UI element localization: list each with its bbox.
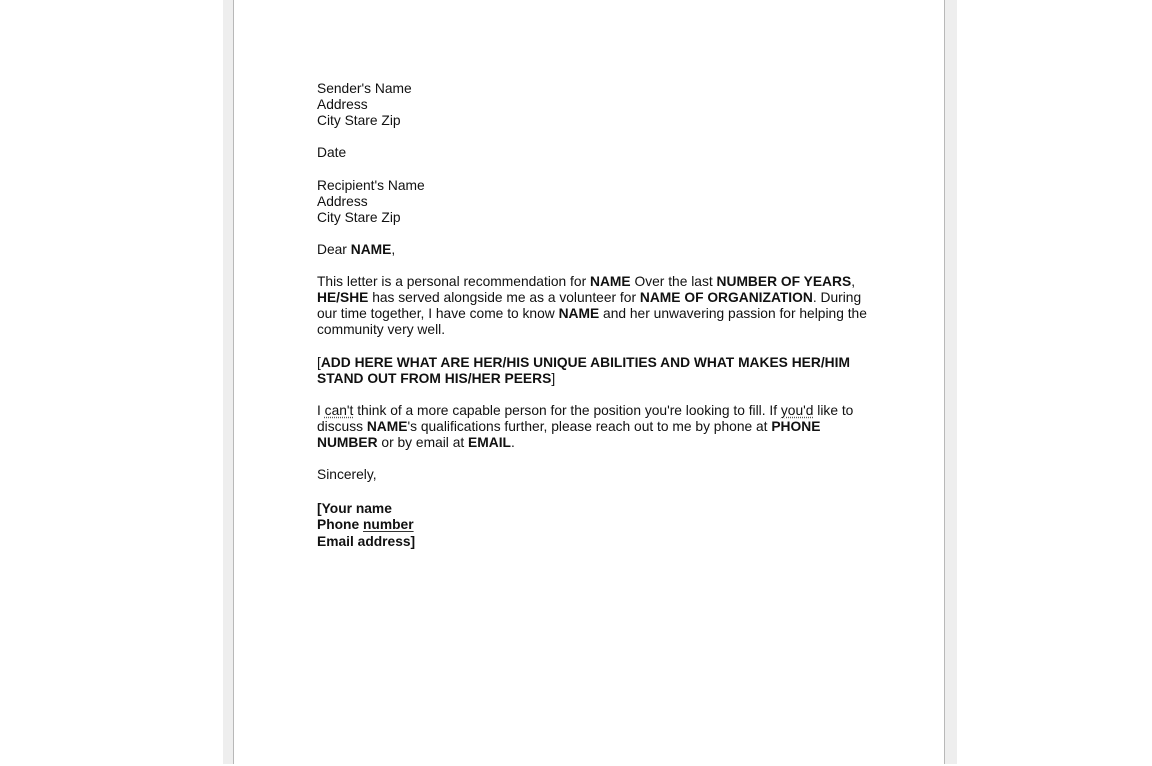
recipient-city-state-zip: City Stare Zip [317,209,401,225]
p1-text-6: and her unwavering passion for helping the community very well. [317,306,867,338]
p1-name-placeholder-2: NAME [558,306,600,322]
p3-text-5: or by email at [377,435,469,451]
p1-text-5: . During our time together, I have come to know [317,290,862,322]
p1-text-2: Over the last [630,274,717,290]
signature-email: Email address] [317,533,416,549]
sender-block [317,81,869,129]
p2-close-bracket: ] [551,370,556,386]
p3-name-placeholder: NAME [366,418,408,434]
sender-address: Address [317,97,368,113]
p3-phone-placeholder: PHONE NUMBER [317,418,821,451]
signature-name: [Your name [317,501,392,517]
p3-email-placeholder: EMAIL [468,435,511,451]
letter-body[interactable] [317,81,869,550]
p3-text-1: I [317,402,325,418]
p3-text-2: think of a more capable person for the position you're looking to fill. If [353,402,781,418]
p1-name-placeholder: NAME [590,274,631,290]
p3-text-4: 's qualifications further, please reach out to me by phone at [407,418,772,434]
sender-name: Sender's Name [317,81,412,96]
signature-phone [317,517,869,533]
paragraph-abilities [317,355,869,387]
paragraph-contact [317,403,869,451]
salutation-name: NAME [350,241,392,257]
salutation [317,242,869,258]
date-block [317,145,869,161]
letter-date: Date [317,145,347,161]
signature-phone-prefix: Phone [317,517,363,533]
p2-abilities-placeholder: ADD HERE WHAT ARE HER/HIS UNIQUE ABILITIES AND WHAT MAKES HER/HIM STAND OUT FROM HIS/HER PEERS [317,354,850,386]
salutation-suffix: , [391,241,396,257]
p3-flagged-word-cant[interactable]: can't [324,402,354,418]
signature-block [317,501,869,549]
recipient-block [317,178,869,226]
sender-city-state-zip: City Stare Zip [317,113,401,129]
signature-phone-word[interactable]: number [363,517,414,533]
p3-text-6: . [510,435,515,451]
p3-flagged-word-youd[interactable]: you'd [780,402,814,418]
paragraph-recommendation [317,274,869,338]
p1-years-placeholder: NUMBER OF YEARS [716,274,852,290]
closing-text: Sincerely, [317,467,377,483]
recipient-address: Address [317,193,368,209]
p1-text-4: has served alongside me as a volunteer for [368,290,640,306]
document-page[interactable] [233,0,945,764]
closing [317,467,869,483]
p1-text-1: This letter is a personal recommendation for [317,274,590,290]
recipient-name: Recipient's Name [317,177,425,193]
salutation-prefix: Dear [317,241,351,257]
p2-open-bracket: [ [317,354,321,370]
p1-text-3: , [851,274,856,290]
p1-pronoun-placeholder: HE/SHE [317,290,369,306]
p1-organization-placeholder: NAME OF ORGANIZATION [639,290,813,306]
p3-text-3: like to discuss [317,402,854,434]
